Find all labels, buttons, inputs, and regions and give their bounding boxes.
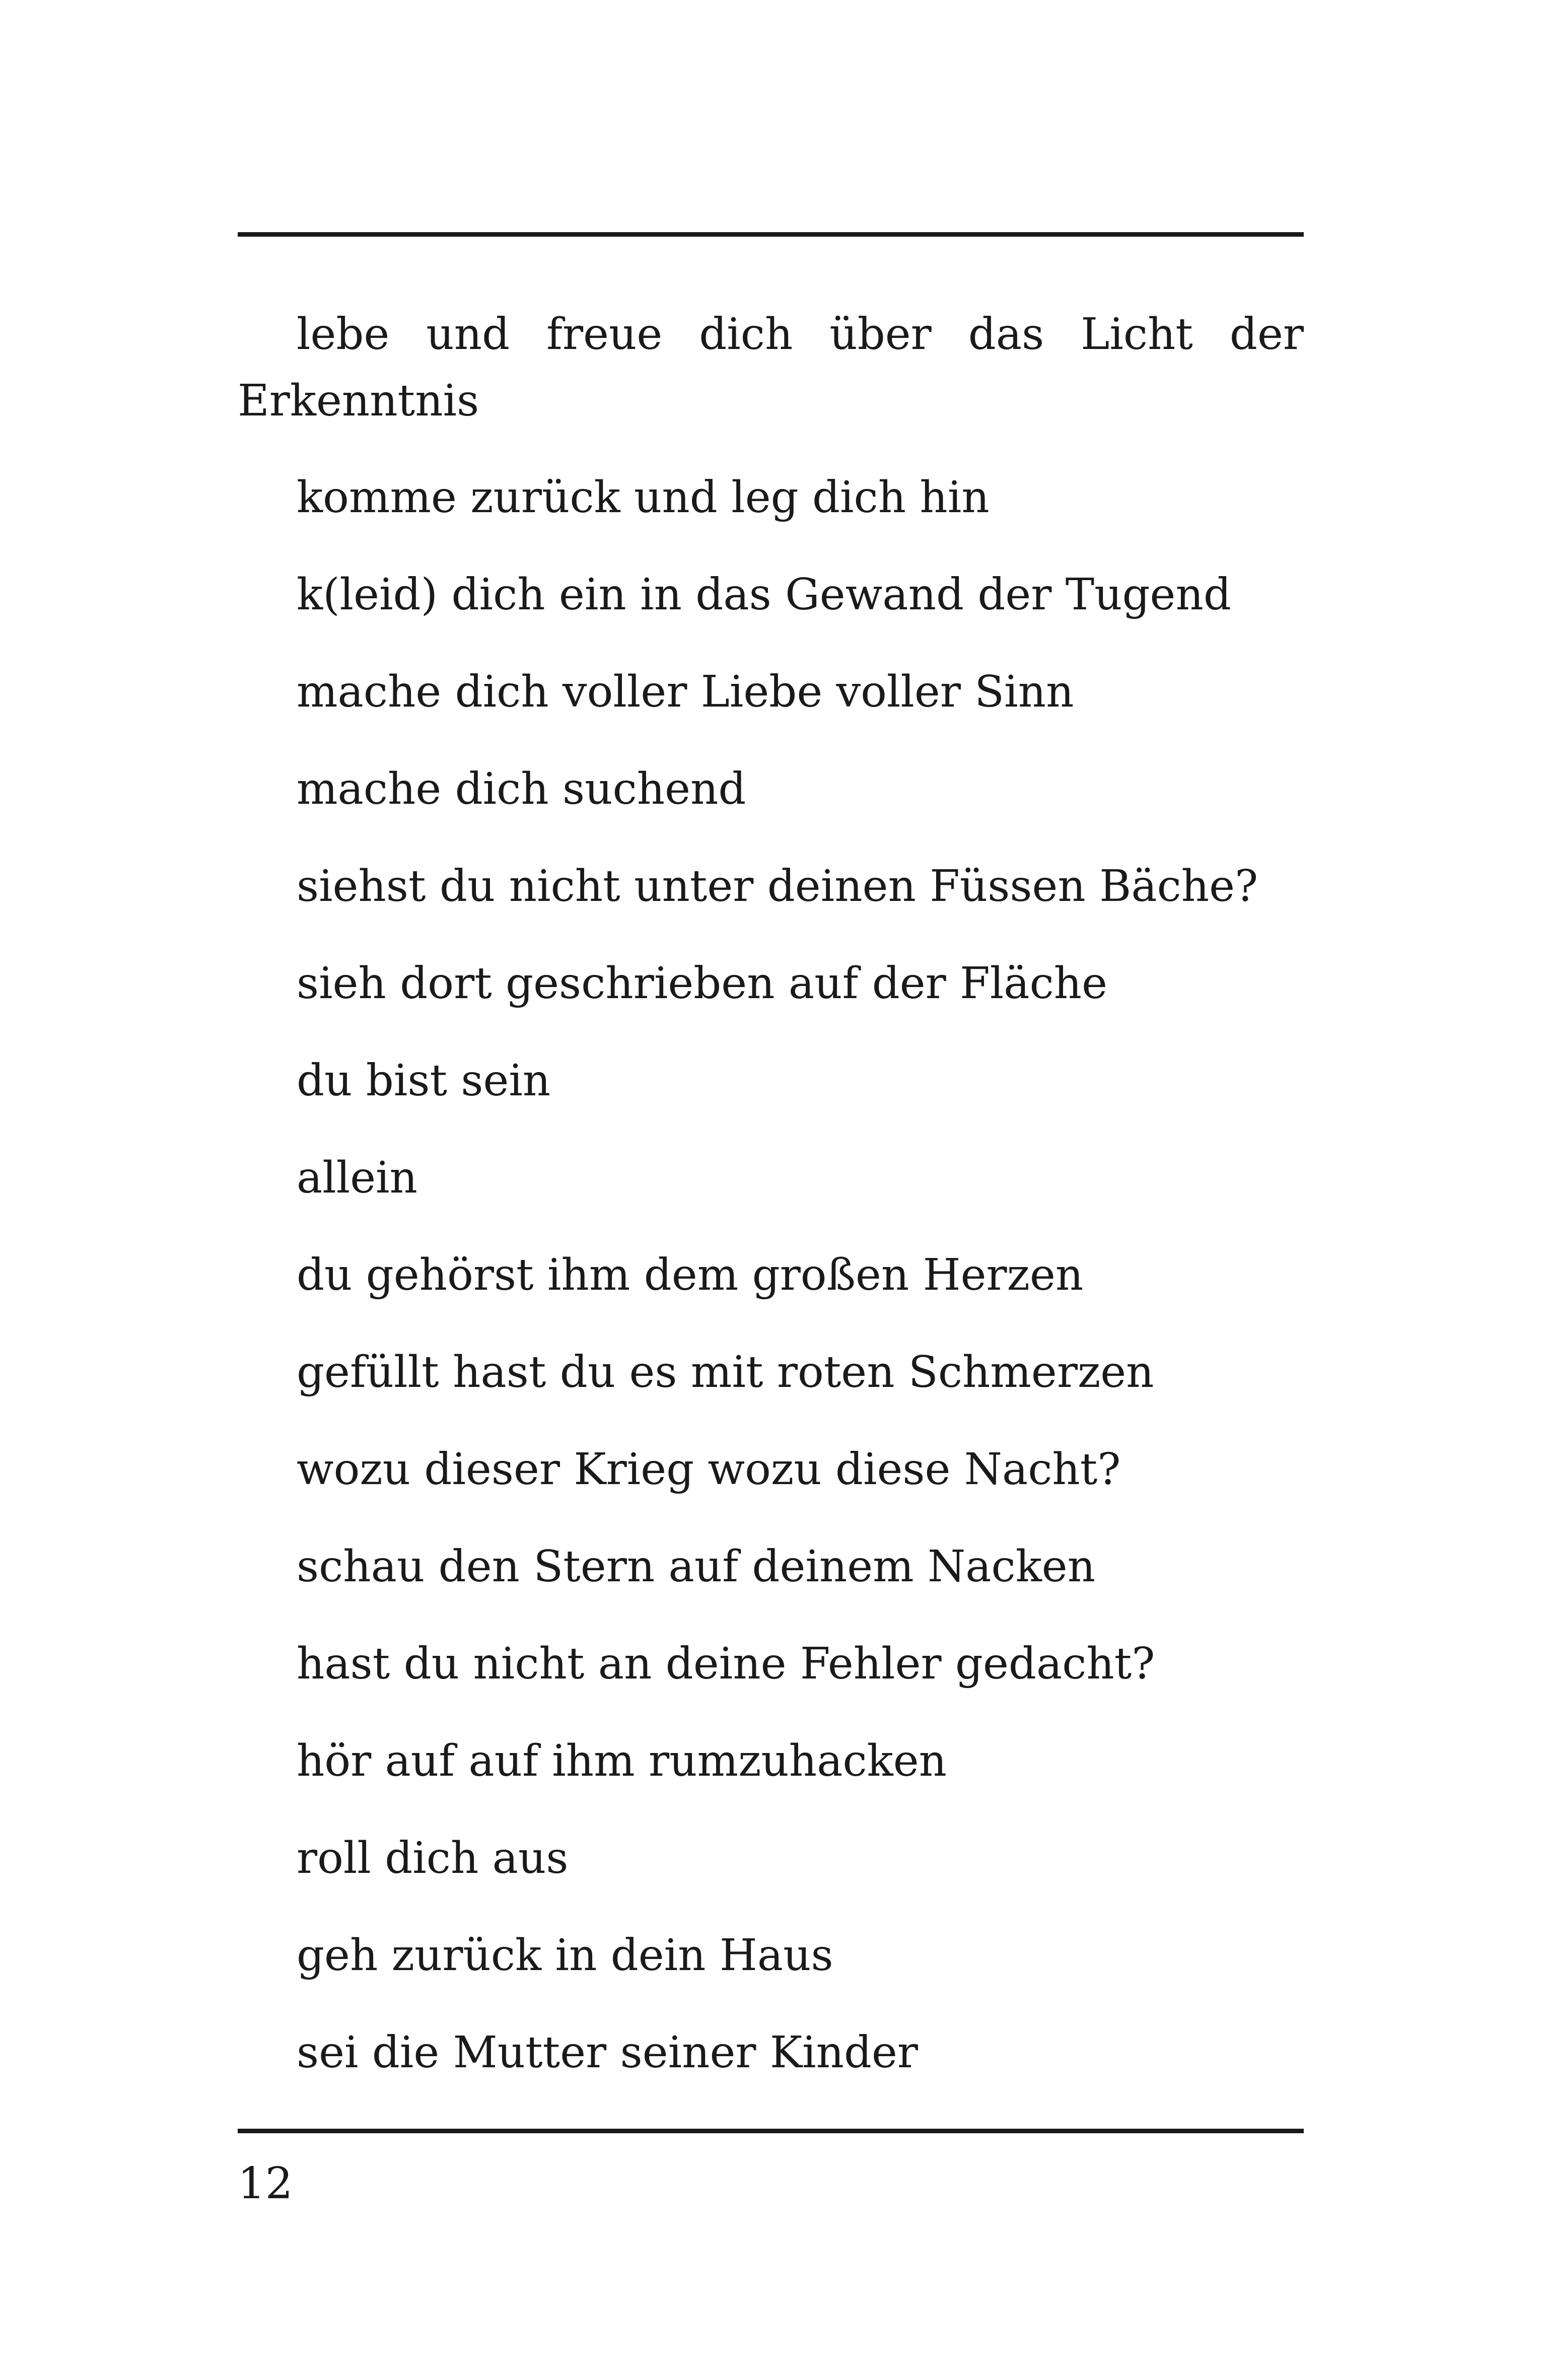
poem-text bbox=[238, 301, 1304, 2117]
poem-line: sieh dort geschrieben auf der Fläche bbox=[297, 958, 1108, 1009]
poem-line: siehst du nicht unter deinen Füssen Bäche? bbox=[297, 861, 1258, 912]
poem-line: roll dich aus bbox=[297, 1833, 569, 1883]
poem-line: schau den Stern auf deinem Nacken bbox=[297, 1542, 1096, 1592]
poem-line: mache dich voller Liebe voller Sinn bbox=[297, 667, 1074, 717]
poem-line: hör auf auf ihm rumzuhacken bbox=[297, 1736, 947, 1786]
poem-line: allein bbox=[297, 1153, 418, 1203]
footer-rule bbox=[238, 2129, 1304, 2133]
poem-line: k(leid) dich ein in das Gewand der Tugend bbox=[297, 570, 1231, 620]
poem-line: geh zurück in dein Haus bbox=[297, 1930, 833, 1981]
poem-line: gefüllt hast du es mit roten Schmerzen bbox=[297, 1347, 1154, 1397]
poem-line: du gehörst ihm dem großen Herzen bbox=[297, 1250, 1084, 1300]
poem-line: komme zurück und leg dich hin bbox=[297, 472, 990, 523]
poem-line: du bist sein bbox=[297, 1056, 551, 1106]
page-number: 12 bbox=[238, 2158, 293, 2209]
poem-line: wozu dieser Krieg wozu diese Nacht? bbox=[297, 1444, 1121, 1495]
poem-line: lebe und freue dich über das Licht der Erkenntnis bbox=[238, 309, 1304, 426]
poem-line: hast du nicht an deine Fehler gedacht? bbox=[297, 1639, 1155, 1689]
poem-line: sei die Mutter seiner Kinder bbox=[297, 2027, 919, 2078]
header-rule bbox=[238, 232, 1304, 237]
poem-line: mache dich suchend bbox=[297, 764, 746, 814]
